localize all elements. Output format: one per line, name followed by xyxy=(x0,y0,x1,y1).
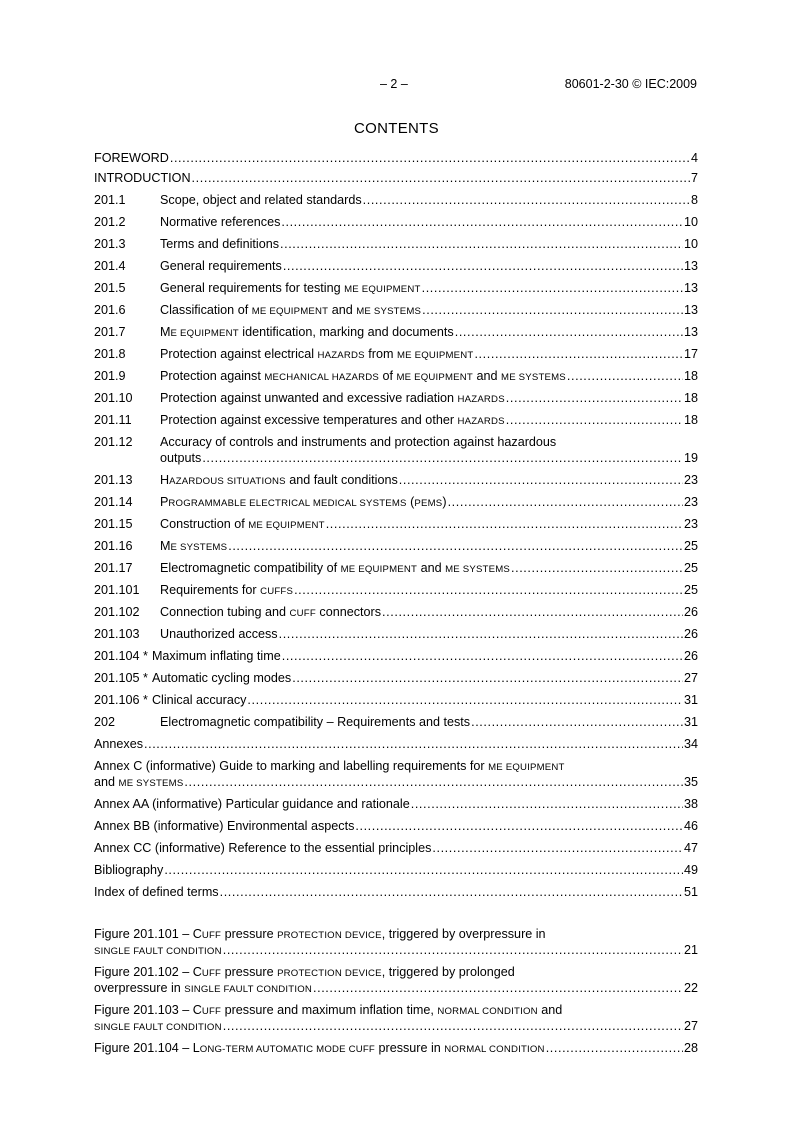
toc-entry-annex-cc[interactable] xyxy=(94,841,698,863)
toc-entry-page: 10 xyxy=(683,237,698,251)
toc-entry-page: 23 xyxy=(683,495,698,509)
toc-entry-title: Protection against electrical HAZARDS from ME EQUIPMENT xyxy=(160,347,474,361)
toc-entry-title: Bibliography xyxy=(94,863,164,877)
toc-entry-title: Automatic cycling modes xyxy=(151,671,292,685)
figure-entry-title-line2: SINGLE FAULT CONDITION xyxy=(94,1022,222,1033)
toc-entry-number: 201.3 xyxy=(94,237,126,251)
dot-leader xyxy=(382,605,683,619)
toc-entry-page: 26 xyxy=(683,605,698,619)
toc-entry-number: 201.106 * xyxy=(94,693,148,707)
dot-leader xyxy=(326,517,683,531)
figure-entry-201-104[interactable] xyxy=(94,1041,698,1063)
toc-entry-foreword[interactable] xyxy=(94,151,698,171)
toc-entry-201-14[interactable] xyxy=(94,495,698,517)
dot-leader xyxy=(283,259,683,273)
toc-entry-201-106[interactable] xyxy=(94,693,698,715)
toc-entry-number: 201.12 xyxy=(94,435,133,449)
dot-leader xyxy=(506,391,683,405)
dot-leader xyxy=(474,347,683,361)
dot-leader xyxy=(292,671,683,685)
figure-entry-title-line1: Figure 201.101 – CUFF pressure PROTECTION DEVICE, triggered by overpressure in xyxy=(94,927,546,941)
figure-entry-title-line2: overpressure in SINGLE FAULT CONDITION xyxy=(94,981,313,995)
toc-entry-title: FOREWORD xyxy=(94,151,169,165)
toc-entry-number: 201.13 xyxy=(94,473,133,487)
toc-entry-title: General requirements xyxy=(160,259,282,273)
dot-leader xyxy=(355,819,683,833)
toc-entry-page: 38 xyxy=(683,797,698,811)
figure-entry-201-102[interactable] xyxy=(94,965,698,1000)
figure-entry-page: 21 xyxy=(683,943,698,957)
toc-entry-201-103[interactable] xyxy=(94,627,698,649)
toc-entry-annex-bb[interactable] xyxy=(94,819,698,841)
dot-leader xyxy=(471,715,683,729)
toc-entry-number: 201.14 xyxy=(94,495,133,509)
toc-entry-title: Clinical accuracy xyxy=(151,693,247,707)
toc-entry-page: 17 xyxy=(683,347,698,361)
toc-entry-title: INTRODUCTION xyxy=(94,171,191,185)
dot-leader xyxy=(228,539,683,553)
toc-entry-201-6[interactable] xyxy=(94,303,698,325)
toc-entry-201-15[interactable] xyxy=(94,517,698,539)
dot-leader xyxy=(511,561,683,575)
toc-entry-page: 13 xyxy=(683,259,698,273)
toc-entry-number: 201.17 xyxy=(94,561,133,575)
toc-entry-201-13[interactable] xyxy=(94,473,698,495)
page-number: – 2 – xyxy=(380,77,408,91)
toc-entry-title-line2: outputs xyxy=(160,451,202,465)
toc-entry-page: 10 xyxy=(683,215,698,229)
toc-entry-page: 23 xyxy=(683,517,698,531)
toc-title: CONTENTS xyxy=(354,120,439,137)
toc-entry-title: Annexes xyxy=(94,737,144,751)
toc-entry-annex-aa[interactable] xyxy=(94,797,698,819)
toc-entry-title: Terms and definitions xyxy=(160,237,280,251)
toc-entry-annex-c[interactable] xyxy=(94,759,698,794)
dot-leader xyxy=(281,215,683,229)
dot-leader xyxy=(164,863,683,877)
toc-entry-202[interactable] xyxy=(94,715,698,737)
toc-entry-page: 26 xyxy=(683,627,698,641)
toc-entry-title: Unauthorized access xyxy=(160,627,278,641)
figure-entry-title-line1: Figure 201.102 – CUFF pressure PROTECTION DEVICE, triggered by prolonged xyxy=(94,965,515,979)
dot-leader xyxy=(294,583,683,597)
dot-leader xyxy=(422,281,683,295)
dot-leader xyxy=(422,303,683,317)
toc-entry-201-7[interactable] xyxy=(94,325,698,347)
toc-entry-page: 35 xyxy=(683,775,698,789)
toc-entry-page: 25 xyxy=(683,539,698,553)
toc-entry-page: 49 xyxy=(683,863,698,877)
toc-entry-title: Annex BB (informative) Environmental aspects xyxy=(94,819,355,833)
dot-leader xyxy=(192,171,690,185)
dot-leader xyxy=(506,413,683,427)
toc-entry-number: 201.6 xyxy=(94,303,126,317)
toc-entry-page: 4 xyxy=(690,151,698,165)
figure-entry-201-101[interactable] xyxy=(94,927,698,962)
toc-entry-title: PROGRAMMABLE ELECTRICAL MEDICAL SYSTEMS (PEMS) xyxy=(160,495,447,509)
dot-leader xyxy=(455,325,683,339)
toc-entry-201-12[interactable] xyxy=(94,435,698,470)
dot-leader xyxy=(399,473,683,487)
toc-entry-title-line2: and ME SYSTEMS xyxy=(94,775,184,789)
toc-entry-page: 13 xyxy=(683,303,698,317)
toc-entry-number: 201.103 xyxy=(94,627,140,641)
toc-entry-page: 8 xyxy=(690,193,698,207)
dot-leader xyxy=(280,237,683,251)
toc-entry-number: 201.10 xyxy=(94,391,133,405)
toc-entry-page: 26 xyxy=(683,649,698,663)
toc-entry-page: 46 xyxy=(683,819,698,833)
toc-entry-title: ME EQUIPMENT identification, marking and documents xyxy=(160,325,454,339)
toc-entry-title-line1: Accuracy of controls and instruments and protection against hazardous xyxy=(160,435,557,449)
toc-entry-201-104[interactable] xyxy=(94,649,698,671)
toc-entry-title: Scope, object and related standards xyxy=(160,193,362,207)
toc-entry-title: Protection against unwanted and excessive radiation HAZARDS xyxy=(160,391,505,405)
toc-entry-number: 201.105 * xyxy=(94,671,148,685)
toc-entry-title: Connection tubing and CUFF connectors xyxy=(160,605,382,619)
figure-entry-title-line1: Figure 201.103 – CUFF pressure and maximum inflation time, NORMAL CONDITION and xyxy=(94,1003,563,1017)
toc-entry-page: 18 xyxy=(683,413,698,427)
toc-entry-page: 18 xyxy=(683,391,698,405)
toc-entry-201-8[interactable] xyxy=(94,347,698,369)
toc-entry-page: 51 xyxy=(683,885,698,899)
toc-entry-number: 201.102 xyxy=(94,605,140,619)
toc-entry-number: 201.104 * xyxy=(94,649,148,663)
dot-leader xyxy=(546,1041,683,1055)
dot-leader xyxy=(567,369,683,383)
toc-entry-title: Electromagnetic compatibility – Requirements and tests xyxy=(160,715,471,729)
toc-entry-201-101[interactable] xyxy=(94,583,698,605)
page-header xyxy=(0,77,793,93)
toc-entry-title: Requirements for CUFFS xyxy=(160,583,294,597)
dot-leader xyxy=(432,841,683,855)
dot-leader xyxy=(202,451,683,465)
toc-entry-number: 201.101 xyxy=(94,583,140,597)
toc-entry-number: 201.11 xyxy=(94,413,132,427)
dot-leader xyxy=(220,885,683,899)
toc-entry-page: 25 xyxy=(683,583,698,597)
dot-leader xyxy=(448,495,683,509)
toc-entry-number: 201.5 xyxy=(94,281,126,295)
toc-entry-page: 25 xyxy=(683,561,698,575)
toc-entry-201-2[interactable] xyxy=(94,215,698,237)
toc-entry-number: 201.8 xyxy=(94,347,126,361)
dot-leader xyxy=(223,1019,683,1033)
table-of-contents xyxy=(94,151,698,1063)
toc-entry-page: 23 xyxy=(683,473,698,487)
toc-entry-title: Index of defined terms xyxy=(94,885,219,899)
dot-leader xyxy=(282,649,683,663)
figure-entry-title: Figure 201.104 – LONG-TERM AUTOMATIC MODE CUFF pressure in NORMAL CONDITION xyxy=(94,1041,545,1055)
toc-entry-title: Construction of ME EQUIPMENT xyxy=(160,517,325,531)
toc-entry-number: 201.4 xyxy=(94,259,126,273)
toc-entry-page: 18 xyxy=(683,369,698,383)
toc-entry-page: 47 xyxy=(683,841,698,855)
toc-entry-page: 27 xyxy=(683,671,698,685)
toc-entry-annexes[interactable] xyxy=(94,737,698,759)
toc-entry-201-3[interactable] xyxy=(94,237,698,259)
toc-entry-title: HAZARDOUS SITUATIONS and fault conditions xyxy=(160,473,398,487)
toc-entry-201-10[interactable] xyxy=(94,391,698,413)
dot-leader xyxy=(223,943,683,957)
toc-entry-title: Protection against excessive temperatures and other HAZARDS xyxy=(160,413,505,427)
toc-entry-201-16[interactable] xyxy=(94,539,698,561)
toc-entry-201-1[interactable] xyxy=(94,193,698,215)
toc-entry-201-4[interactable] xyxy=(94,259,698,281)
dot-leader xyxy=(170,151,690,165)
toc-entry-bibliography[interactable] xyxy=(94,863,698,885)
dot-leader xyxy=(363,193,690,207)
toc-entry-number: 201.9 xyxy=(94,369,126,383)
figure-entry-title-line2: SINGLE FAULT CONDITION xyxy=(94,946,222,957)
toc-entry-title: Classification of ME EQUIPMENT and ME SYSTEMS xyxy=(160,303,422,317)
toc-entry-201-17[interactable] xyxy=(94,561,698,583)
toc-entry-index[interactable] xyxy=(94,885,698,907)
toc-entry-title: Protection against MECHANICAL HAZARDS of ME EQUIPMENT and ME SYSTEMS xyxy=(160,369,566,383)
toc-entry-title-line1: Annex C (informative) Guide to marking and labelling requirements for ME EQUIPMENT xyxy=(94,759,565,773)
toc-entry-title: Annex AA (informative) Particular guidance and rationale xyxy=(94,797,410,811)
toc-entry-201-9[interactable] xyxy=(94,369,698,391)
toc-entry-number: 201.2 xyxy=(94,215,126,229)
figure-entry-201-103[interactable] xyxy=(94,1003,698,1038)
figure-entry-page: 28 xyxy=(683,1041,698,1055)
toc-entry-title: ME SYSTEMS xyxy=(160,539,228,553)
figure-entry-page: 22 xyxy=(683,981,698,995)
toc-entry-page: 31 xyxy=(683,693,698,707)
toc-entry-page: 34 xyxy=(683,737,698,751)
toc-entry-page: 13 xyxy=(683,325,698,339)
toc-entry-number: 201.1 xyxy=(94,193,126,207)
toc-entry-introduction[interactable] xyxy=(94,171,698,193)
toc-entry-number: 202 xyxy=(94,715,116,729)
toc-entry-page: 19 xyxy=(683,451,698,465)
toc-entry-201-5[interactable] xyxy=(94,281,698,303)
toc-entry-page: 13 xyxy=(683,281,698,295)
toc-entry-page: 7 xyxy=(690,171,698,185)
toc-entry-number: 201.16 xyxy=(94,539,133,553)
dot-leader xyxy=(411,797,683,811)
toc-entry-title: Maximum inflating time xyxy=(151,649,281,663)
toc-entry-201-11[interactable] xyxy=(94,413,698,435)
dot-leader xyxy=(144,737,683,751)
dot-leader xyxy=(247,693,683,707)
toc-entry-title: Annex CC (informative) Reference to the essential principles xyxy=(94,841,432,855)
document-reference: 80601-2-30 © IEC:2009 xyxy=(564,77,697,91)
toc-entry-number: 201.7 xyxy=(94,325,126,339)
toc-entry-201-105[interactable] xyxy=(94,671,698,693)
dot-leader xyxy=(279,627,683,641)
toc-entry-page: 31 xyxy=(683,715,698,729)
toc-entry-number: 201.15 xyxy=(94,517,133,531)
dot-leader xyxy=(313,981,683,995)
toc-entry-201-102[interactable] xyxy=(94,605,698,627)
toc-entry-title: Electromagnetic compatibility of ME EQUIPMENT and ME SYSTEMS xyxy=(160,561,511,575)
dot-leader xyxy=(184,775,683,789)
toc-entry-title: General requirements for testing ME EQUIPMENT xyxy=(160,281,421,295)
toc-entry-title: Normative references xyxy=(160,215,281,229)
figure-entry-page: 27 xyxy=(683,1019,698,1033)
